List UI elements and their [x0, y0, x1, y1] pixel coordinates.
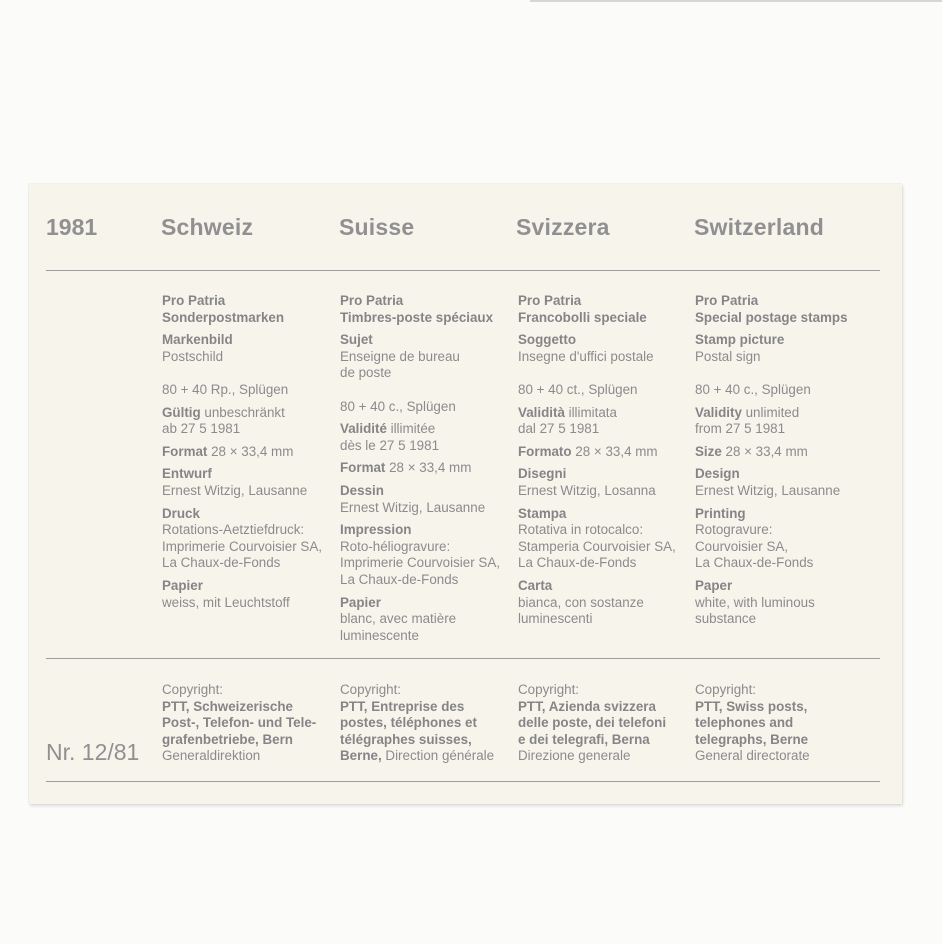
copyright-line: PTT, Schweizerische [162, 698, 293, 714]
copyright-label: Copyright: [162, 682, 224, 697]
designer: Ernest Witzig, Lausanne [162, 482, 308, 498]
printing-line: Roto-héliogravure: [340, 538, 451, 554]
validity-line [695, 405, 848, 422]
format-value: 28 × 33,4 mm [721, 443, 808, 459]
copyright-column-2 [518, 682, 666, 765]
validity-label: Validité [340, 421, 387, 437]
validity-line [340, 421, 500, 438]
validity-line [518, 405, 676, 422]
picture-line: Enseigne de bureau [340, 348, 460, 364]
face-value: 80 + 40 c., Splügen [340, 398, 456, 414]
heading-english: Switzerland [694, 214, 825, 240]
printing-line: Imprimerie Courvoisier SA, [340, 555, 500, 571]
copyright-last-plain: Direction générale [381, 748, 495, 764]
picture-block [162, 332, 322, 398]
validity-block [340, 421, 500, 454]
middle-divider [46, 658, 880, 659]
copyright-line: PTT, Azienda svizzera [518, 698, 656, 714]
validity-date: from 27 5 1981 [695, 421, 786, 437]
format-block [340, 460, 500, 477]
series-type: Timbres-poste spéciaux [340, 309, 494, 325]
validity-text: illimitée [386, 421, 436, 437]
printing-line: Rotogravure: [695, 522, 773, 538]
picture-block [518, 332, 676, 398]
validity-label: Validità [518, 404, 565, 420]
paper-line: substance [695, 611, 757, 627]
copyright-line: PTT, Entreprise des [340, 698, 465, 714]
series-block [162, 293, 322, 326]
picture-block [695, 332, 848, 398]
paper-block [340, 595, 500, 645]
series-block [518, 293, 676, 326]
copyright-last-line [518, 748, 666, 765]
paper-block [162, 578, 322, 611]
printing-line: La Chaux-de-Fonds [518, 555, 637, 571]
designer: Ernest Witzig, Lausanne [340, 499, 486, 515]
validity-text: illimitata [564, 404, 617, 420]
copyright-line: PTT, Swiss posts, [695, 698, 808, 714]
printing-line: Imprimerie Courvoisier SA, [162, 538, 322, 554]
design-label: Dessin [340, 482, 384, 498]
copyright-last-plain: General directorate [695, 748, 810, 764]
printing-block [162, 506, 322, 572]
format-value: 28 × 33,4 mm [207, 443, 294, 459]
picture-spacer [518, 365, 676, 382]
copyright-line: télégraphes suisses, [340, 731, 472, 747]
paper-line: luminescenti [518, 611, 593, 627]
printing-block [340, 522, 500, 588]
printing-block [695, 506, 848, 572]
language-column-1 [340, 293, 500, 644]
language-column-3 [695, 293, 848, 628]
stamp-info-card [29, 184, 902, 804]
validity-block [695, 405, 848, 438]
copyright-last-line [695, 748, 810, 765]
validity-block [518, 405, 676, 438]
design-label: Disegni [518, 466, 567, 482]
series-name: Pro Patria [518, 293, 582, 308]
printing-label: Druck [162, 505, 200, 521]
design-block [340, 483, 500, 516]
series-name: Pro Patria [695, 293, 759, 308]
heading-french: Suisse [339, 214, 415, 240]
validity-date: dès le 27 5 1981 [340, 437, 440, 453]
design-block [162, 466, 322, 499]
series-name: Pro Patria [340, 293, 404, 308]
picture-block [340, 332, 500, 415]
designer: Ernest Witzig, Losanna [518, 482, 656, 498]
copyright-last-line [162, 748, 316, 765]
validity-text: unlimited [741, 404, 800, 420]
copyright-column-3 [695, 682, 810, 765]
format-line [340, 460, 500, 477]
designer: Ernest Witzig, Lausanne [695, 482, 841, 498]
format-block [695, 444, 848, 461]
copyright-label: Copyright: [340, 682, 402, 697]
picture-spacer [162, 365, 322, 382]
format-line [695, 444, 848, 461]
copyright-label: Copyright: [518, 682, 580, 697]
design-block [518, 466, 676, 499]
copyright-block [695, 682, 810, 765]
format-line [162, 444, 322, 461]
printing-line: La Chaux-de-Fonds [695, 555, 814, 571]
picture-label: Sujet [340, 332, 373, 348]
copyright-line: telegraphs, Berne [695, 731, 809, 747]
printing-block [518, 506, 676, 572]
format-value: 28 × 33,4 mm [385, 460, 472, 476]
format-label: Size [695, 443, 722, 459]
copyright-line: e dei telegrafi, Berna [518, 731, 650, 747]
copyright-column-1 [340, 682, 494, 765]
picture-label: Soggetto [518, 332, 577, 348]
validity-block [162, 405, 322, 438]
copyright-block [340, 682, 494, 765]
printing-line: Courvoisier SA, [695, 538, 789, 554]
copyright-last-line [340, 748, 494, 765]
series-type: Sonderpostmarken [162, 309, 285, 325]
picture-label: Markenbild [162, 332, 233, 348]
series-block [695, 293, 848, 326]
printing-line: Rotativa in rotocalco: [518, 522, 644, 538]
picture-line: Postschild [162, 348, 224, 364]
series-name: Pro Patria [162, 293, 226, 308]
top-divider [46, 270, 880, 271]
face-value: 80 + 40 c., Splügen [695, 381, 811, 397]
picture-label: Stamp picture [695, 332, 785, 348]
heading-italian: Svizzera [516, 214, 610, 240]
picture-spacer [695, 365, 848, 382]
printing-label: Stampa [518, 505, 567, 521]
paper-label: Papier [162, 577, 203, 593]
copyright-line: Post-, Telefon- und Tele- [162, 715, 317, 731]
copyright-line: telephones and [695, 715, 794, 731]
format-value: 28 × 33,4 mm [571, 443, 658, 459]
series-type: Francobolli speciale [518, 309, 647, 325]
format-label: Format [340, 460, 386, 476]
validity-date: dal 27 5 1981 [518, 421, 600, 437]
paper-line: weiss, mit Leuchtstoff [162, 594, 290, 610]
design-block [695, 466, 848, 499]
paper-label: Papier [340, 594, 381, 610]
paper-line: luminescente [340, 627, 419, 643]
validity-label: Validity [695, 404, 742, 420]
paper-line: blanc, avec matière [340, 611, 457, 627]
copyright-column-0 [162, 682, 316, 765]
language-column-2 [518, 293, 676, 628]
printing-line: Stamperia Courvoisier SA, [518, 538, 676, 554]
format-label: Format [162, 443, 208, 459]
issue-year: 1981 [46, 214, 98, 240]
copyright-last-bold: Berne, [340, 748, 382, 764]
scan-edge-line [530, 0, 942, 2]
issue-number: Nr. 12/81 [46, 739, 140, 765]
validity-line [162, 405, 322, 422]
validity-label: Gültig [162, 404, 201, 420]
copyright-label: Copyright: [695, 682, 757, 697]
validity-text: unbeschränkt [200, 404, 285, 420]
validity-date: ab 27 5 1981 [162, 421, 241, 437]
paper-line: white, with luminous [695, 594, 815, 610]
picture-line: Insegne d'uffici postale [518, 348, 654, 364]
printing-line: La Chaux-de-Fonds [340, 571, 459, 587]
paper-block [695, 578, 848, 628]
format-block [162, 444, 322, 461]
bottom-divider [46, 781, 880, 782]
format-line [518, 444, 676, 461]
printing-label: Printing [695, 505, 746, 521]
series-block [340, 293, 500, 326]
copyright-line: delle poste, dei telefoni [518, 715, 667, 731]
picture-line: Postal sign [695, 348, 761, 364]
printing-line: La Chaux-de-Fonds [162, 555, 281, 571]
design-label: Design [695, 466, 740, 482]
paper-block [518, 578, 676, 628]
copyright-last-plain: Generaldirektion [162, 748, 261, 764]
face-value: 80 + 40 Rp., Splügen [162, 381, 289, 397]
paper-label: Paper [695, 577, 733, 593]
copyright-line: grafenbetriebe, Bern [162, 731, 293, 747]
series-type: Special postage stamps [695, 309, 848, 325]
design-label: Entwurf [162, 466, 212, 482]
face-value: 80 + 40 ct., Splügen [518, 381, 638, 397]
printing-line: Rotations-Aetztiefdruck: [162, 522, 305, 538]
picture-spacer [340, 382, 500, 399]
copyright-block [162, 682, 316, 765]
picture-line: de poste [340, 365, 392, 381]
format-label: Formato [518, 443, 572, 459]
heading-german: Schweiz [161, 214, 254, 240]
printing-label: Impression [340, 522, 412, 538]
copyright-last-plain: Direzione generale [518, 748, 631, 764]
copyright-line: postes, téléphones et [340, 715, 477, 731]
paper-line: bianca, con sostanze [518, 594, 644, 610]
copyright-block [518, 682, 666, 765]
language-column-0 [162, 293, 322, 611]
paper-label: Carta [518, 577, 553, 593]
format-block [518, 444, 676, 461]
